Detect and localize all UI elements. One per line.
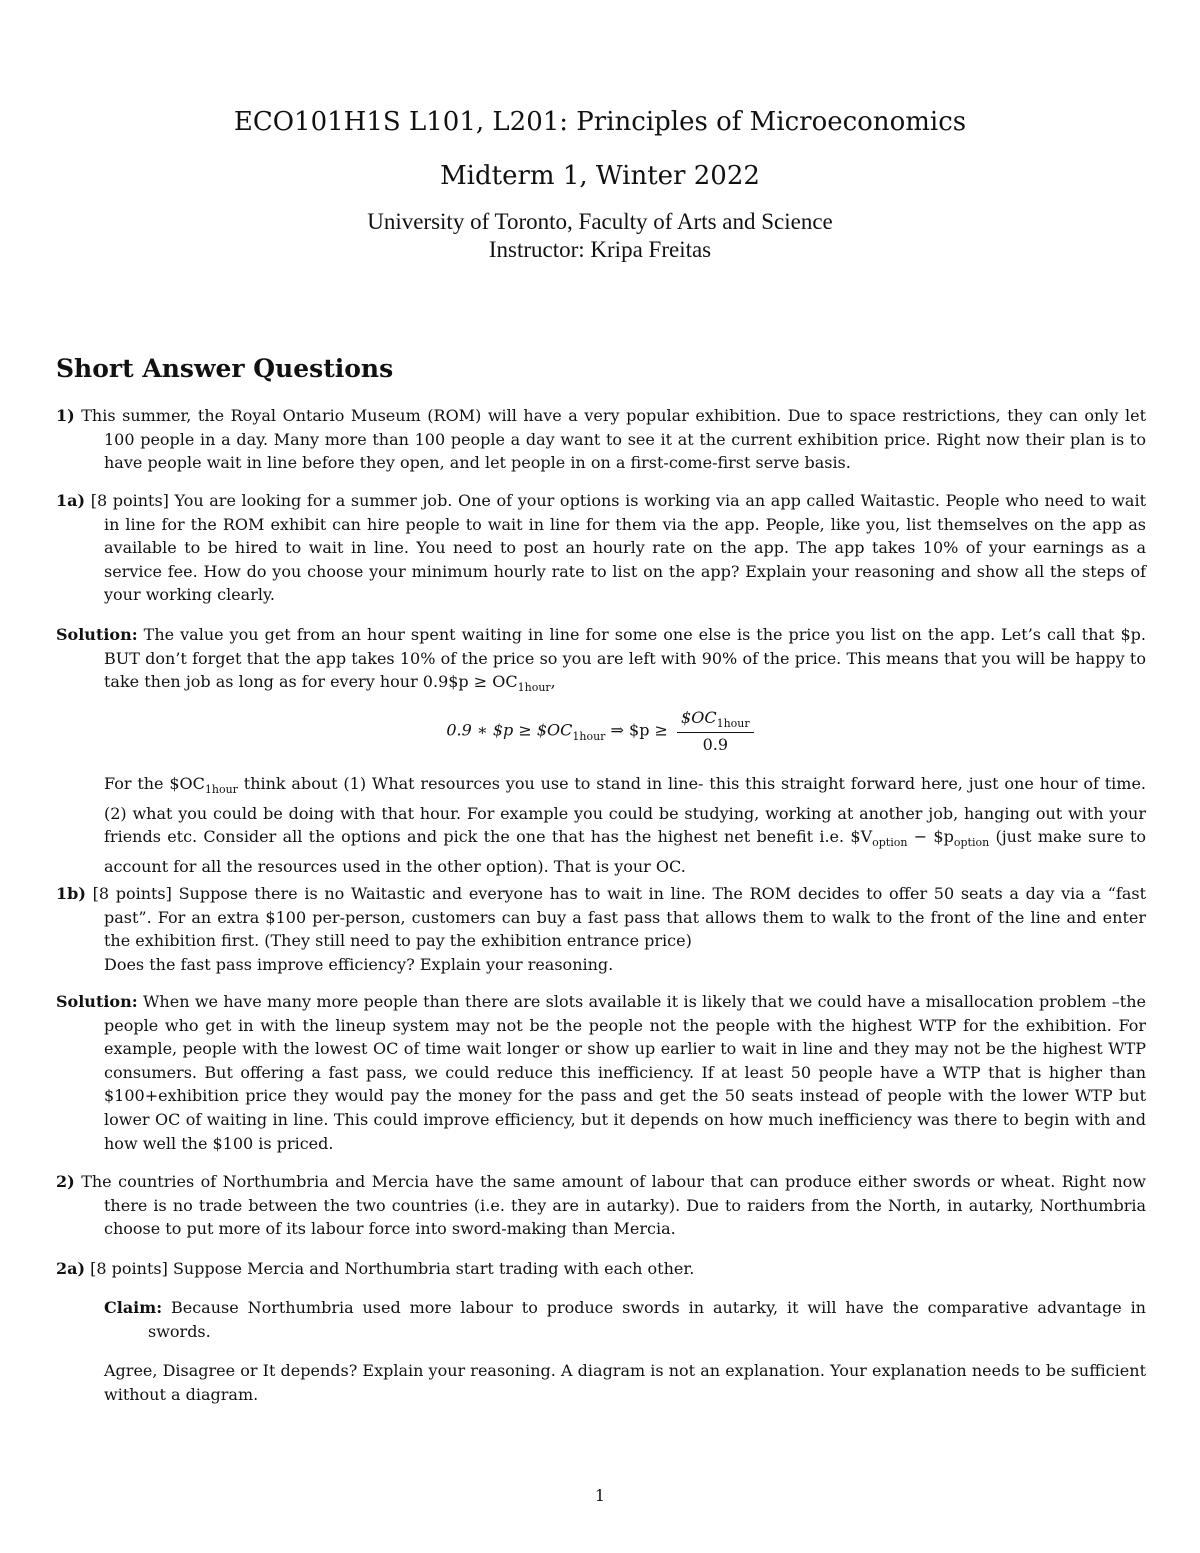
- solution-text: When we have many more people than there are slots available it is likely that we could have a misallocation problem –the people who get in with the lineup system may not be the people not the people with the highest WTP for the exhibition. For example, people with the lowest OC of time wait longer or show up earlier to wait in line and they may not be the highest WTP consumers. But offering a fast pass, we could reduce this inefficiency. If at least 50 people have a WTP that is higher than $100+exhibition price they would pay the money for the pass and get the 50 seats instead of people with the lower WTP but lower OC of waiting in line. This could improve efficiency, but it depends on how much inefficiency was there to begin with and how well the $100 is priced.: [104, 992, 1146, 1153]
- question-2a-instructions: Agree, Disagree or It depends? Explain your reasoning. A diagram is not an explanation. Your explanation needs to be sufficient without a diagram.: [104, 1361, 1146, 1404]
- formula-fraction: [677, 708, 754, 754]
- fraction-denominator: 0.9: [702, 735, 729, 755]
- question-text: This summer, the Royal Ontario Museum (ROM) will have a very popular exhibition. Due to space restrictions, they can only let 100 people in a day. Many more than 100 people a day want to see it at the current exhibition price. Right now their plan is to have people wait in line before they open, and let people in on a first-come-first serve basis.: [81, 406, 1147, 473]
- text: − $p: [907, 827, 954, 847]
- subscript: 1hour: [517, 681, 551, 695]
- claim: [104, 1296, 1146, 1343]
- question-text: [8 points] Suppose there is no Waitastic and everyone has to wait in line. The ROM decides to offer 50 seats a day via a “fast past”. For an extra $100 per-person, customers can buy a fast pass that allows them to walk to the front of the line and enter the exhibition first. (They still need to pay the exhibition entrance price): [92, 884, 1147, 951]
- page-number: 1: [594, 1486, 606, 1505]
- question-1: [56, 404, 1146, 475]
- exam-subtitle: Midterm 1, Winter 2022: [440, 161, 760, 191]
- question-1a: [56, 489, 1146, 607]
- question-1b: [56, 882, 1146, 953]
- solution-label: Solution:: [56, 992, 138, 1011]
- formula-subscript: 1hour: [572, 729, 606, 743]
- question-label: 1a): [56, 491, 86, 510]
- section-title: Short Answer Questions: [56, 354, 394, 383]
- question-2a: [56, 1257, 1146, 1281]
- question-text: [8 points] Suppose Mercia and Northumbria start trading with each other.: [90, 1259, 695, 1278]
- solution-1a: [56, 623, 1146, 700]
- solution-label: Solution:: [56, 625, 138, 644]
- question-text: [8 points] You are looking for a summer job. One of your options is working via an app called Waitastic. People who need to wait in line for the ROM exhibit can hire people to wait in line for them via the app. People, like you, list themselves on the app as available to be hired to wait in line. You need to post an hourly rate on the app. The app takes 10% of your earnings as a service fee. How do you choose your minimum hourly rate to list on the app? Explain your reasoning and show all the steps of your working clearly.: [90, 491, 1146, 605]
- solution-1b: [56, 990, 1146, 1155]
- fraction-numerator: $OC: [681, 708, 717, 727]
- text: (just make sure to account for all the resources used in the other option). That is your OC.: [104, 827, 1147, 877]
- question-1b-line-2: Does the fast pass improve efficiency? Explain your reasoning.: [104, 955, 614, 974]
- question-label: 1): [56, 406, 75, 425]
- question-label: 2a): [56, 1259, 86, 1278]
- question-2: [56, 1170, 1146, 1241]
- formula: [0, 708, 1200, 764]
- instructor-line: Instructor: Kripa Freitas: [488, 237, 712, 262]
- text: For the $OC: [104, 774, 205, 793]
- question-label: 2): [56, 1172, 75, 1191]
- subscript: option: [953, 836, 990, 850]
- claim-text: Because Northumbria used more labour to produce swords in autarky, it will have the comparative advantage in swords.: [148, 1298, 1146, 1341]
- formula-left: 0.9 ∗ $p ≥ $OC: [446, 720, 573, 740]
- text: think about (1) What resources you use to stand in line- this this straight forward here, just one hour of time. (2) what you could be doing with that hour. For example you could be studying, working at another job, hanging out with your friends etc. Consider all the options and pick the one that has the highest net benefit i.e. $V: [104, 774, 1147, 847]
- exam-title: ECO101H1S L101, L201: Principles of Microeconomics: [233, 107, 967, 137]
- claim-label: Claim:: [104, 1298, 163, 1317]
- question-label: 1b): [56, 884, 86, 903]
- question-text: The countries of Northumbria and Mercia have the same amount of labour that can produce either swords or wheat. Right now there is no trade between the two countries (i.e. they are in autarky). Due to raiders from the North, in autarky, Northumbria choose to put more of its labour force into sword-making than Mercia.: [81, 1172, 1146, 1239]
- punctuation: ,: [550, 672, 556, 692]
- solution-1a-paragraph-2: [104, 772, 1146, 879]
- solution-text: The value you get from an hour spent waiting in line for some one else is the price you list on the app. Let’s call that $p. BUT don’t forget that the app takes 10% of the price so you are left with 90% of the price. This means that you will be happy to take then job as long as for every hour 0.9$p ≥ OC: [104, 625, 1146, 692]
- subscript: option: [872, 836, 908, 850]
- fraction-subscript: 1hour: [716, 717, 750, 731]
- university-line: University of Toronto, Faculty of Arts and Science: [367, 209, 833, 234]
- subscript: 1hour: [204, 783, 238, 797]
- formula-implies: ⇒ $p ≥: [605, 720, 668, 740]
